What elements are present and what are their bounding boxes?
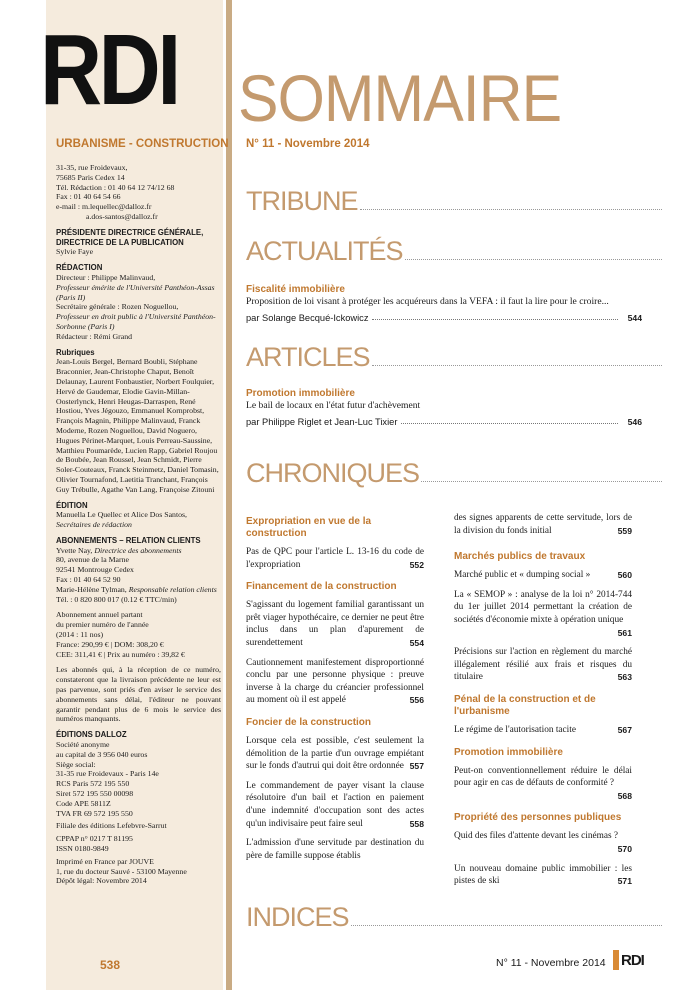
toc-entry[interactable] <box>246 599 424 649</box>
chronique-group <box>454 694 632 737</box>
section-tribune <box>246 186 662 216</box>
section-actualites <box>246 236 662 266</box>
toc-entry[interactable] <box>454 569 632 582</box>
editions-line: 31-35 rue Froidevaux - Paris 14e <box>56 769 159 779</box>
toc-entry[interactable] <box>246 780 424 830</box>
page-number: 546 <box>627 417 642 427</box>
address-line: 75685 Paris Cedex 14 <box>56 172 125 182</box>
section-title: TRIBUNE <box>246 186 358 216</box>
editions-line: Siège social: <box>56 759 96 769</box>
toc-entry[interactable] <box>454 830 632 855</box>
entry-text: La « SEMOP » : analyse de la loi n° 2014-744 du 1er juillet 2014 permettant la création de sociétés d'économie mixte à opération unique <box>454 589 632 625</box>
entry-text: Précisions sur l'action en règlement du marché illégalement résilié aux frais et risques du titulaire <box>454 647 632 683</box>
entry-author: par Solange Becqué-Ickowicz <box>246 313 369 323</box>
abonnements-address: Fax : 01 40 64 52 90 <box>56 575 121 585</box>
pdg-heading: PRÉSIDENTE DIRECTRICE GÉNÉRALE, DIRECTRICE DE LA PUBLICATION <box>56 227 204 247</box>
page-number: 567 <box>617 724 632 735</box>
entry-text: Pas de QPC pour l'article L. 13-16 du code de l'expropriation <box>246 547 424 570</box>
editions-heading: ÉDITIONS DALLOZ <box>56 730 127 740</box>
issue-label: N° 11 - Novembre 2014 <box>246 138 370 150</box>
section-title: CHRONIQUES <box>246 458 420 488</box>
relation-name: Marie-Hélène Tylman, <box>56 584 129 594</box>
category-label: Financement de la construction <box>246 581 397 593</box>
page-number: 570 <box>617 843 632 854</box>
entry-text: Le commandement de payer visant la clause résolutoire d'un bail et l'action en paiement d'une indemnité d'occupation sont des actes qu'un indivisaire peut faire seul <box>246 780 424 829</box>
editions-line: Dépôt légal: Novembre 2014 <box>56 876 147 886</box>
rubriques-heading: Rubriques <box>56 347 95 357</box>
section-title: INDICES <box>246 902 349 932</box>
toc-entry[interactable] <box>454 646 632 684</box>
chroniques-left-column <box>246 516 424 872</box>
address-line: Fax : 01 40 64 54 66 <box>56 192 121 202</box>
editions-line: 1, rue du docteur Sauvé - 53100 Mayenne <box>56 866 187 876</box>
entry-title: Le bail de locaux en l'état futur d'achèvement <box>246 400 421 411</box>
page-number: 558 <box>409 818 424 829</box>
rubriques-list: Jean-Louis Bergel, Bernard Boubli, Stéphane Braconnier, Jean-Christophe Chaput, Benoît Delaunay, Laurent Fonbaustier, Norbert Foulquier, Hervé de Gaudemar, Elodie Gavin-Millan-Oosterlynck, Henri Heugas-Darraspen, René Hostiou, Yves Jégouzo, Emmanuel Kornprobst, François Magnin, Philippe Malinvaud, Franck Moderne, Rozen Noguellou, David Noguero, Hugues Périnet-Marquet, Louis Perreau-Saussine, Matthieu Poumarède, Lucien Rapp, Gabriel Roujou de Boubée, Jean Roussel, Jean Schmidt, Pierre Soler-Couteaux, Franck Steinmetz, Daniel Tomasin, Olivier Tournafond, Laetitia Tranchant, François Guy Trébulle, Agathe Van Lang, Françoise Zitouni <box>56 357 219 494</box>
section-chroniques <box>246 458 662 488</box>
abonnements-tel: Tél. : 0 820 800 017 (0.12 € TTC/min) <box>56 594 177 604</box>
editions-line: Code APE 5811Z <box>56 798 111 808</box>
page-number: 571 <box>617 876 632 887</box>
page-number: 563 <box>617 672 632 683</box>
address-line: 31-35, rue Froidevaux, <box>56 163 128 172</box>
category-label: Marchés publics de travaux <box>454 551 586 563</box>
toc-entry[interactable] <box>454 724 632 737</box>
toc-entry[interactable] <box>246 657 424 707</box>
section-articles <box>246 342 662 372</box>
entry-text: Cautionnement manifestement disproportionné conclu par une personne physique : preuve inverse à la charge du créancier professionnel au moment où il est appelé <box>246 657 424 706</box>
chronique-group <box>454 812 632 887</box>
editions-line: au capital de 3 956 040 euros <box>56 749 148 759</box>
page-number: 568 <box>617 790 632 801</box>
entry-text: des signes apparents de cette servitude, lors de la division du fonds initial <box>454 513 632 536</box>
journal-subtitle: URBANISME - CONSTRUCTION <box>56 138 229 150</box>
tarif-line: du premier numéro de l'année <box>56 620 149 630</box>
category-label: Promotion immobilière <box>454 746 563 758</box>
section-indices <box>246 902 662 932</box>
abonnements-name: Yvette Nay, <box>56 545 95 555</box>
redaction-heading: RÉDACTION <box>56 263 103 273</box>
relation-title: Responsable relation clients <box>128 584 217 594</box>
toc-entry[interactable] <box>454 589 632 639</box>
secretaire: Secrétaire générale : Rozen Noguellou, <box>56 302 179 312</box>
editions-line: Siret 572 195 550 00098 <box>56 789 134 799</box>
category-label: Expropriation en vue de la construction <box>246 516 372 539</box>
edition-title: Secrétaires de rédaction <box>56 520 132 530</box>
editions-line: Imprimé en France par JOUVE <box>56 856 154 866</box>
chronique-group <box>454 551 632 684</box>
footer-logo-mark <box>613 950 619 970</box>
entry-text: Un nouveau domaine public immobilier : les pistes de ski <box>454 863 632 887</box>
page-number: 560 <box>617 570 632 581</box>
toc-entry[interactable] <box>246 735 424 773</box>
entry-text: Lorsque cela est possible, c'est seulement la démolition de la partie d'un ouvrage empiétant sur le fonds d'autrui qui doit être ordonnée <box>246 735 424 772</box>
entry-text: Marché public et « dumping social » <box>454 570 591 581</box>
page-number: 554 <box>409 637 424 648</box>
actualites-entry[interactable] <box>246 284 642 323</box>
tarif-line: France: 290,99 € | DOM: 308,20 € <box>56 639 164 649</box>
page-number: 556 <box>409 695 424 706</box>
footer-logo: RDI <box>621 952 644 969</box>
address-line: Tél. Rédaction : 01 40 64 12 74/12 68 <box>56 182 175 192</box>
chronique-group <box>454 747 632 803</box>
continued-entry[interactable] <box>454 512 632 537</box>
secretaire-title: Professeur en droit public à l'Université Panthéon-Sorbonne (Paris I) <box>56 312 216 331</box>
chronique-group <box>246 717 424 862</box>
page-title: SOMMAIRE <box>238 61 562 135</box>
abonnements-address: 80, avenue de la Marne <box>56 555 129 565</box>
sidebar-masthead <box>56 163 221 886</box>
redacteur: Rédacteur : Rémi Grand <box>56 331 132 341</box>
rdi-logo: RDI <box>40 14 178 126</box>
entry-text: Peut-on conventionnellement réduire le délai pour agir en cas de défauts de conformité ? <box>454 765 632 789</box>
toc-entry[interactable] <box>454 765 632 803</box>
chronique-group <box>246 516 424 571</box>
pdg-name: Sylvie Faye <box>56 247 94 257</box>
entry-text: L'admission d'une servitude par destination du père de famille suppose établis <box>246 838 424 861</box>
category-label: Promotion immobilière <box>246 388 355 399</box>
entry-text: Quid des files d'attente devant les cinémas ? <box>454 831 619 842</box>
footer-issue: N° 11 - Novembre 2014 <box>496 957 606 969</box>
chroniques-right-list <box>454 551 632 888</box>
editions-line: TVA FR 69 572 195 550 <box>56 808 133 818</box>
edition-heading: ÉDITION <box>56 500 88 510</box>
category-label: Pénal de la construction et de l'urbanisme <box>454 693 596 717</box>
abonnements-heading: ABONNEMENTS – RELATION CLIENTS <box>56 535 201 545</box>
footer-page-number: 538 <box>100 958 121 972</box>
page-number: 544 <box>627 313 642 323</box>
section-title: ACTUALITÉS <box>246 236 403 266</box>
page-number: 561 <box>617 627 632 638</box>
abonnements-title: Directrice des abonnements <box>94 545 182 555</box>
subscriber-notice: Les abonnés qui, à la réception de ce numéro, constateront que la livraison précédente ne leur est pas parvenue, sont priés d'en aviser le service des abonnements sans délai, l'éditeur ne pouvant garantir pendant plus de 6 mois le service des numéros manquants. <box>56 665 221 724</box>
editions-line: CPPAP n° 0217 T 81195 <box>56 834 133 844</box>
entry-title: Proposition de loi visant à protéger les acquéreurs dans la VEFA : il faut la lire pour le croire... <box>246 296 609 307</box>
address-line: e-mail : m.lequellec@dalloz.fr <box>56 202 152 212</box>
page-number: 559 <box>617 525 632 536</box>
tarif-line: Abonnement annuel partant <box>56 610 143 620</box>
toc-entry[interactable] <box>454 863 632 888</box>
page-number: 552 <box>409 559 424 570</box>
entry-text: S'agissant du logement familial garantissant un prêt viager hypothécaire, ce dernier ne peut être inclus dans un plan d'apurement de surendettement <box>246 600 424 648</box>
category-label: Foncier de la construction <box>246 716 372 728</box>
chroniques-right-column <box>454 512 632 898</box>
editions-line: Société anonyme <box>56 740 110 750</box>
tarif-line: CEE: 311,41 € | Prix au numéro : 39,82 € <box>56 649 185 659</box>
category-label: Propriété des personnes publiques <box>454 812 622 824</box>
abonnements-address: 92541 Montrouge Cedex <box>56 565 134 575</box>
toc-entry[interactable] <box>246 546 424 571</box>
directeur-title: Professeur émérite de l'Université Panthéon-Assas (Paris II) <box>56 282 215 302</box>
entry-text: Le régime de l'autorisation tacite <box>454 724 576 735</box>
directeur: Directeur : Philippe Malinvaud, <box>56 272 156 282</box>
section-title: ARTICLES <box>246 342 370 372</box>
toc-entry[interactable] <box>246 837 424 862</box>
tarif-line: (2014 : 11 nos) <box>56 630 104 640</box>
editions-line: RCS Paris 572 195 550 <box>56 779 130 789</box>
articles-entry[interactable] <box>246 388 642 427</box>
category-label: Fiscalité immobilière <box>246 284 345 295</box>
chronique-group <box>246 581 424 707</box>
address-line: a.dos-santos@dalloz.fr <box>86 211 158 221</box>
edition-names: Manuella Le Quellec et Alice Dos Santos, <box>56 510 187 520</box>
page-number: 557 <box>409 761 424 772</box>
editions-line: Filiale des éditions Lefebvre-Sarrut <box>56 821 167 831</box>
editions-line: ISSN 0180-9849 <box>56 844 109 853</box>
entry-author: par Philippe Riglet et Jean-Luc Tixier <box>246 417 398 427</box>
